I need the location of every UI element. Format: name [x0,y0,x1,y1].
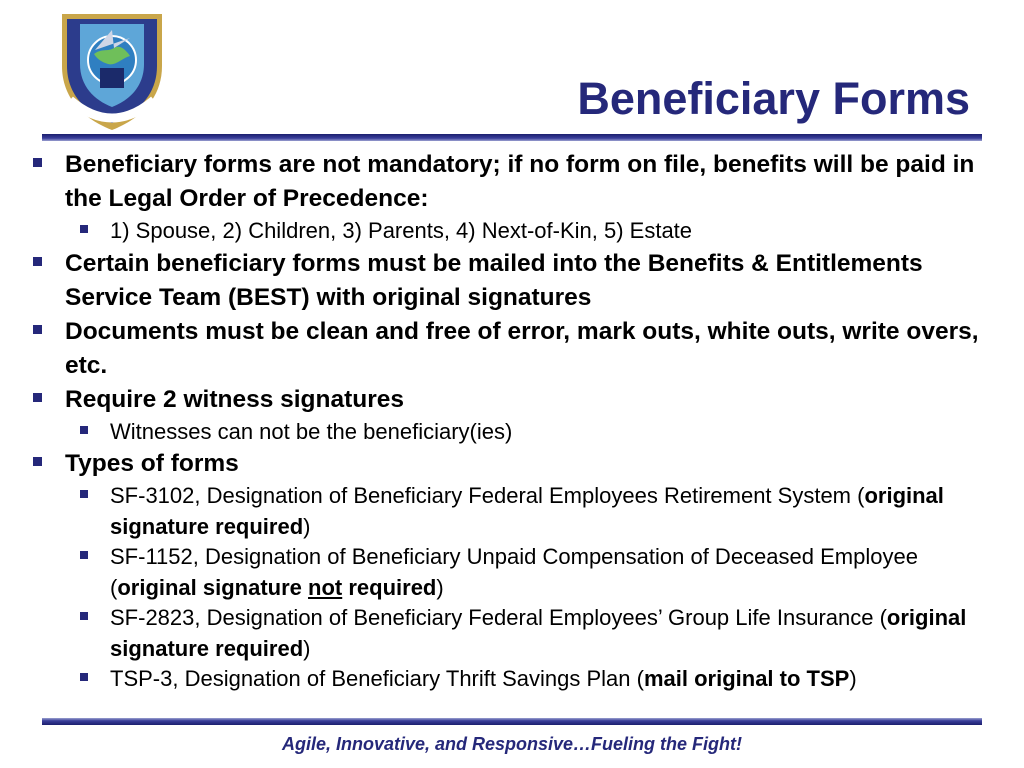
bullet-text: Types of forms [65,450,239,477]
bullet-text-end: ) [303,635,311,661]
title-divider [42,134,982,141]
sub-bullet-item-sf2823 [30,603,990,664]
bullet-square-icon [80,490,88,498]
bullet-item [30,148,990,216]
bullet-square-icon [80,673,88,681]
sub-bullet-item [30,216,990,247]
slide-title: Beneficiary Forms [577,73,970,124]
bullet-square-icon [33,158,42,167]
bullet-text-end: ) [436,574,444,600]
bullet-text-end: ) [849,666,857,691]
bullet-emphasis: original signature [117,574,309,600]
bullet-text: Require 2 witness signatures [65,385,405,413]
bullet-text: Witnesses can not be the beneficiary(ies) [110,418,513,444]
bullet-item [30,247,990,315]
bullet-item [30,315,990,383]
footer-divider [42,718,982,725]
bullet-emphasis-underlined: not [308,574,343,600]
bullet-text: 1) Spouse, 2) Children, 3) Parents, 4) Next-of-Kin, 5) Estate [110,218,693,243]
sub-bullet-item-tsp3 [30,664,990,695]
bullet-square-icon [33,457,42,466]
bullet-item [30,447,990,481]
sub-bullet-item-sf3102 [30,481,990,542]
sub-bullet-item [30,417,990,448]
bullet-emphasis-end: required [342,574,437,600]
bullet-list [30,148,990,695]
shield-icon [50,8,174,134]
bullet-square-icon [33,325,42,334]
sub-bullet-item-sf1152 [30,542,990,603]
bullet-emphasis: mail original to TSP [643,666,850,691]
bullet-text: SF-3102, Designation of Beneficiary Federal Employees Retirement System ( [110,483,865,508]
bullet-text: TSP-3, Designation of Beneficiary Thrift Savings Plan ( [110,666,644,691]
bullet-text-end: ) [303,513,311,539]
bullet-text: Beneficiary forms are not mandatory; if no form on file, benefits will be paid in the Legal Order of Precedence: [65,151,975,212]
bullet-square-icon [80,551,88,559]
bullet-text: Certain beneficiary forms must be mailed into the Benefits & Entitlements Service Team (BEST) with original signatures [65,249,923,311]
bullet-square-icon [80,612,88,620]
bullet-square-icon [80,225,88,233]
bullet-emphasis: original signature required [110,605,967,661]
bullet-text: Documents must be clean and free of error, mark outs, white outs, write overs, etc. [65,317,979,379]
bullet-item [30,383,990,417]
bullet-text: SF-2823, Designation of Beneficiary Federal Employees’ Group Life Insurance ( [110,605,887,630]
bullet-text: SF-1152, Designation of Beneficiary Unpaid Compensation of Deceased Employee ( [110,544,918,600]
footer-tagline: Agile, Innovative, and Responsive…Fueling the Fight! [281,734,743,754]
bullet-emphasis: original signature required [110,483,944,539]
bullet-square-icon [33,393,42,402]
air-force-personnel-center-logo [50,8,174,134]
bullet-square-icon [80,426,88,434]
bullet-square-icon [33,257,42,266]
